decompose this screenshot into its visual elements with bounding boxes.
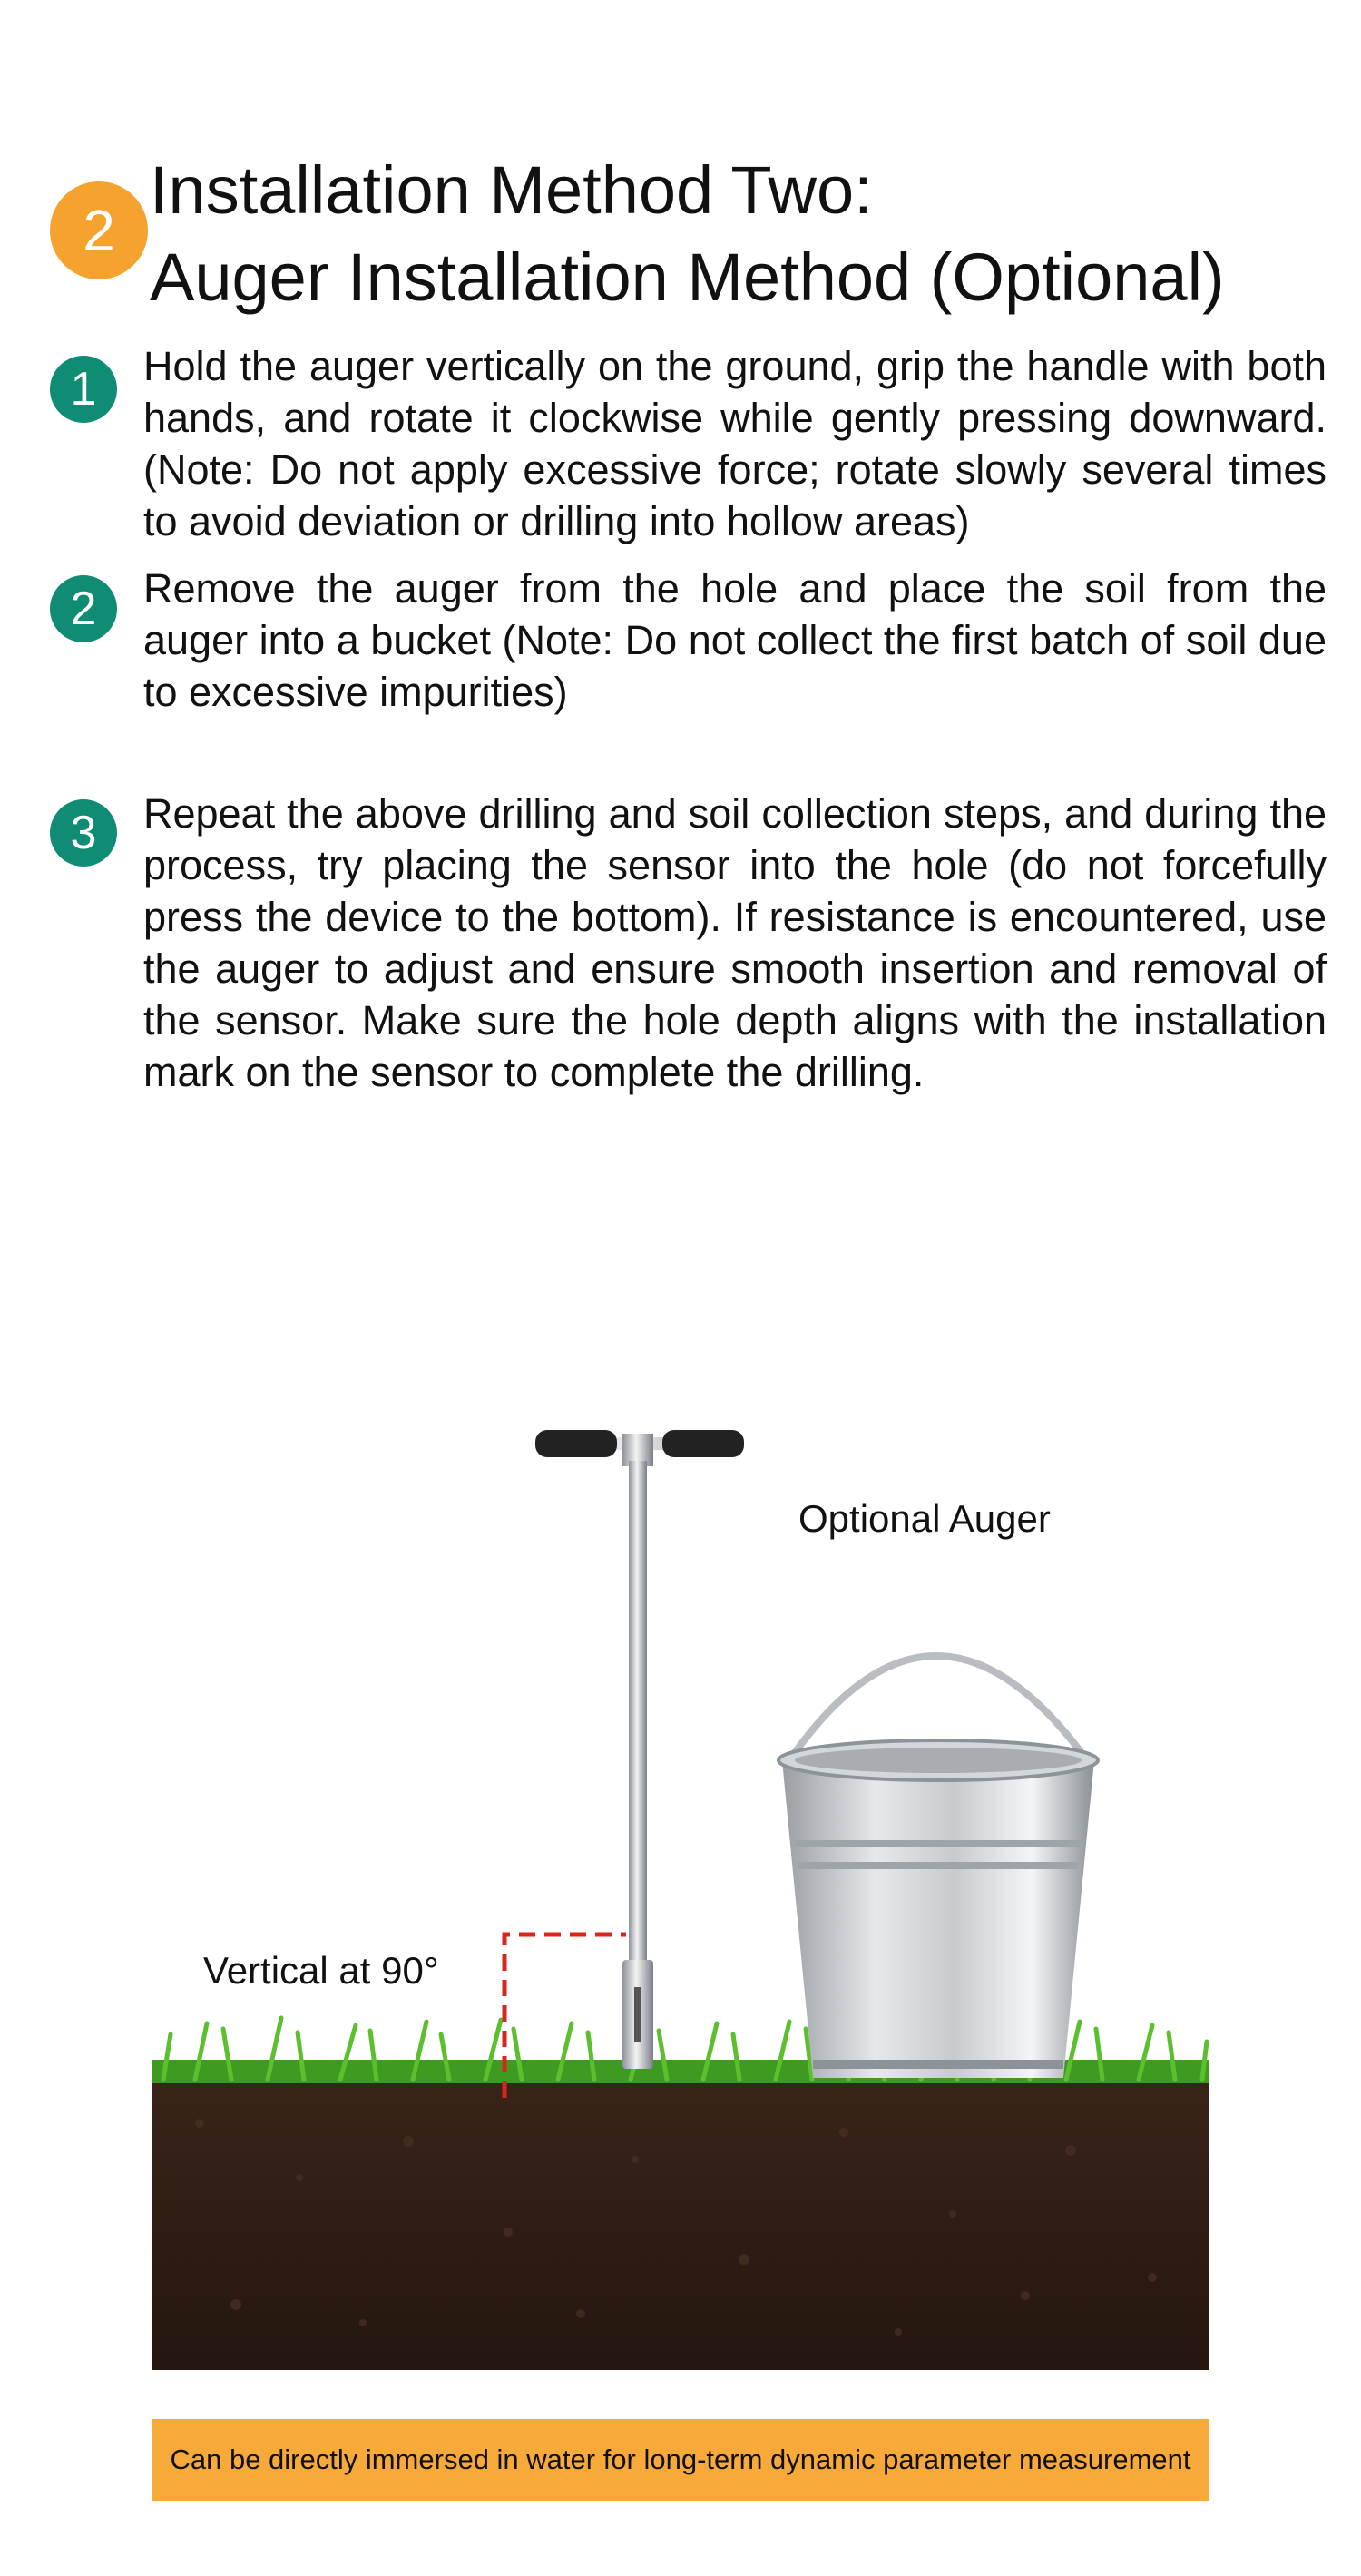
title-line-2: Auger Installation Method (Optional) — [150, 240, 1225, 315]
page-title — [150, 147, 1347, 321]
info-banner: Can be directly immersed in water for long-term dynamic parameter measurement — [152, 2419, 1209, 2501]
step-1-number-badge: 1 — [50, 356, 117, 423]
section-number-badge: 2 — [50, 181, 148, 279]
auger-grip-left — [535, 1430, 617, 1457]
optional-auger-label: Optional Auger — [798, 1497, 1051, 1540]
vertical-90-label: Vertical at 90° — [203, 1949, 439, 1992]
step-3-text: Repeat the above drilling and soil collection steps, and during the process, try placing the sensor into the hole (do not forcefully press the device to the bottom). If resistance is encountered, use the auger to adjust and ensure smooth insertion and removal of the sensor. Make sure the hole depth aligns with the installation mark on the sensor to complete the drilling. — [143, 790, 1327, 1095]
auger-bit-slot — [634, 1987, 641, 2042]
auger-tool — [535, 1430, 744, 2069]
soil-block — [152, 2078, 1209, 2370]
auger-shaft — [629, 1461, 647, 1969]
auger-grip-right — [662, 1430, 744, 1457]
bucket — [778, 1656, 1098, 2078]
bucket-body — [782, 1760, 1094, 2078]
step-2-text: Remove the auger from the hole and place the soil from the auger into a bucket (Note: Do not collect the first batch of soil due to excessive impurities) — [143, 565, 1327, 715]
step-3-number-badge: 3 — [50, 799, 117, 867]
auger-installation-illustration — [0, 1361, 1361, 2405]
step-2-number-badge: 2 — [50, 575, 117, 642]
title-line-1: Installation Method Two: — [150, 152, 873, 228]
step-1-text: Hold the auger vertically on the ground, grip the handle with both hands, and rotate it clockwise while gently pressing downward. (Note: Do not apply excessive force; rotate slowly several times to avoid deviation or drilling into hollow areas) — [143, 343, 1327, 544]
